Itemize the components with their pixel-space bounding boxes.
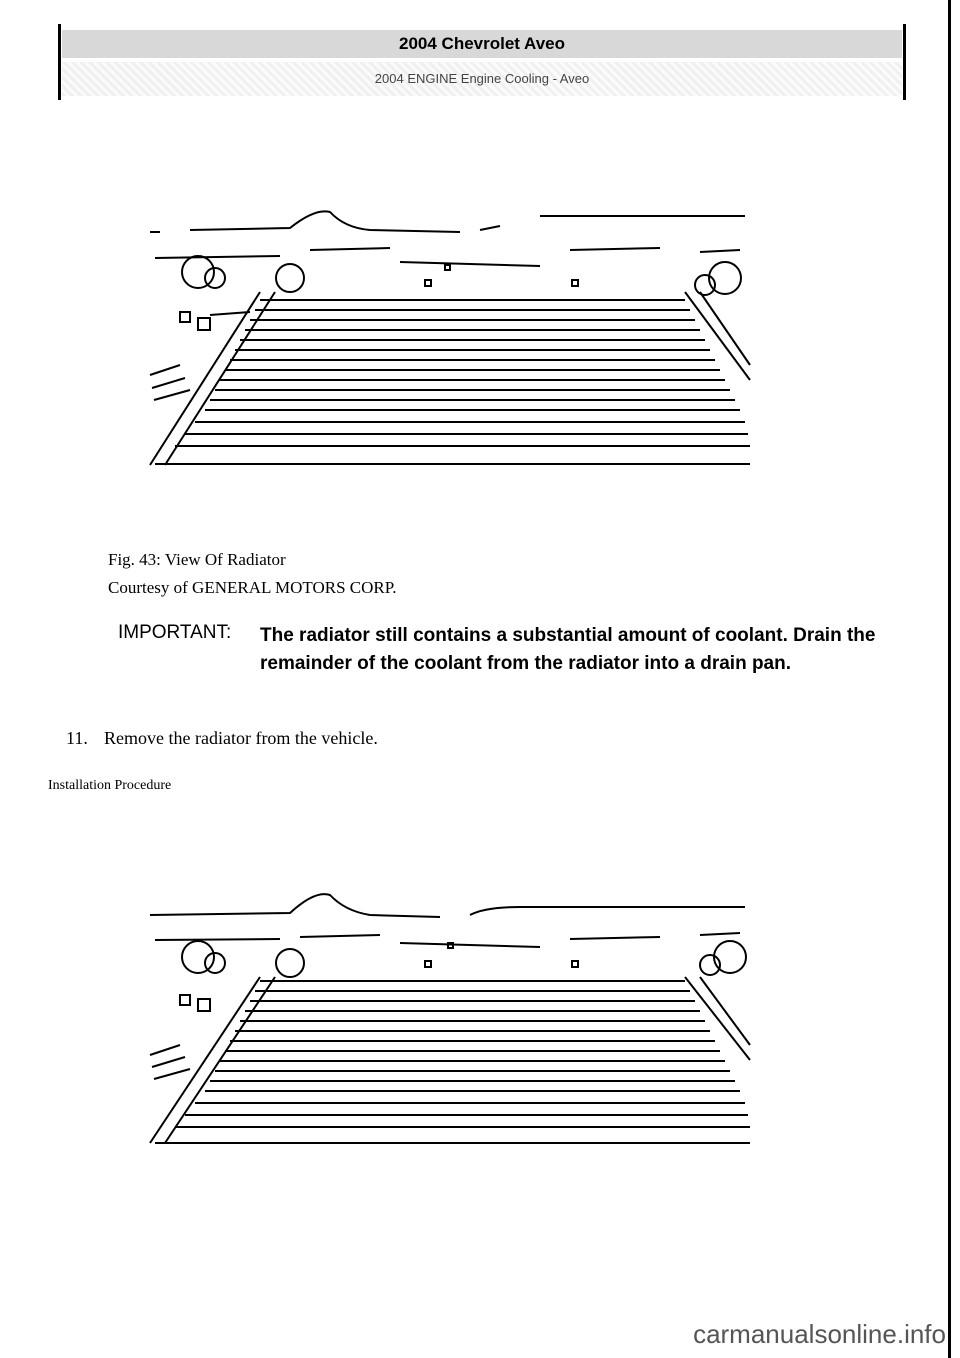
- section-heading: Installation Procedure: [48, 778, 172, 793]
- document-subtitle: 2004 ENGINE Engine Cooling - Aveo: [62, 62, 902, 96]
- caption-title: Fig. 43: View Of Radiator: [108, 550, 286, 569]
- radiator-illustration: [140, 200, 760, 475]
- document-title: 2004 Chevrolet Aveo: [62, 30, 902, 58]
- page-header: [62, 30, 902, 96]
- page-edge-line: [948, 0, 951, 1358]
- radiator-figure-1: [140, 200, 760, 475]
- radiator-figure-2: [140, 885, 760, 1150]
- step-text: Remove the radiator from the vehicle.: [104, 728, 378, 748]
- procedure-step: [66, 728, 378, 749]
- important-text: The radiator still contains a substantial amount of coolant. Drain the remainder of the coolant from the radiator into a drain pan.: [260, 625, 876, 674]
- watermark: carmanualsonline.info: [693, 1319, 946, 1349]
- step-number: 11.: [66, 728, 88, 748]
- radiator-illustration: [140, 885, 760, 1150]
- important-label: IMPORTANT:: [118, 622, 232, 643]
- header-frame-left: [58, 24, 61, 100]
- header-frame-right: [903, 24, 906, 100]
- caption-credit: Courtesy of GENERAL MOTORS CORP.: [108, 578, 397, 597]
- figure-caption: [108, 546, 397, 602]
